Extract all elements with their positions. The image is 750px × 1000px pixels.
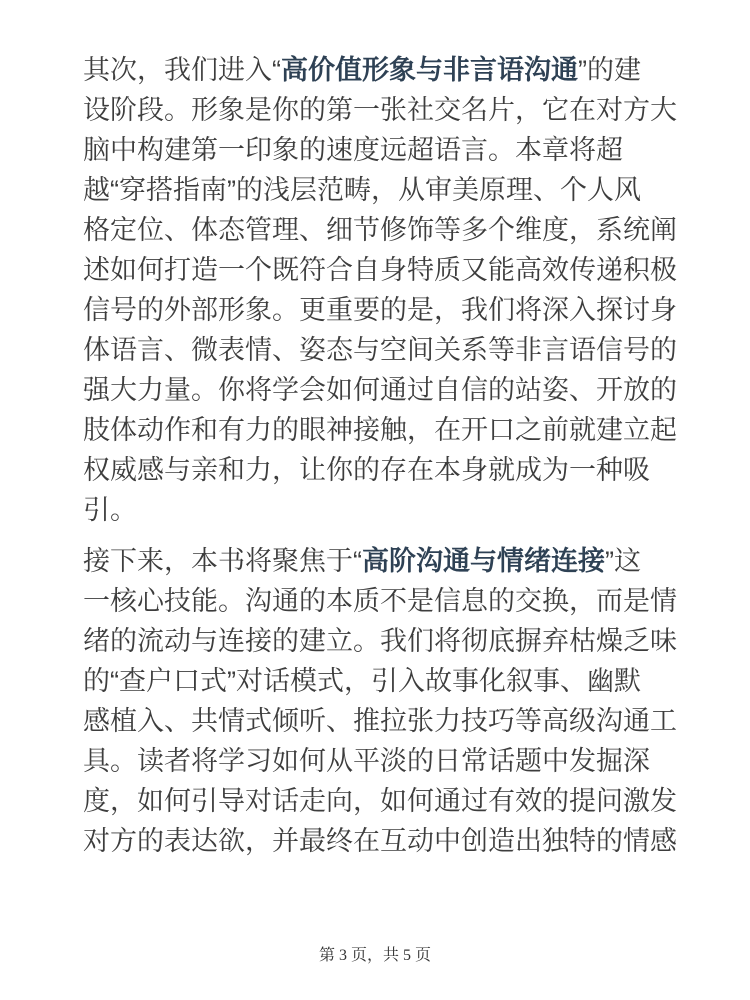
text-line [83, 330, 683, 370]
paragraph [83, 541, 683, 861]
text-line [83, 490, 683, 530]
text-run: 脑中构建第一印象的速度远超语言。本章将超 [83, 135, 623, 165]
text-run: 对方的表达欲，并最终在互动中创造出独特的情感 [83, 826, 677, 856]
text-run: 具。读者将学习如何从平淡的日常话题中发掘深 [83, 746, 650, 776]
text-line [83, 581, 683, 621]
text-line [83, 170, 683, 210]
page-footer [0, 946, 750, 966]
text-run: 肢体动作和有力的眼神接触，在开口之前就建立起 [83, 415, 677, 445]
text-line [83, 541, 683, 581]
text-line [83, 701, 683, 741]
text-line [83, 661, 683, 701]
text-line [83, 210, 683, 250]
document-body [83, 50, 683, 872]
paragraph [83, 50, 683, 530]
text-run: 越“穿搭指南”的浅层范畴，从审美原理、个人风 [83, 175, 641, 205]
text-run: 感植入、共情式倾听、推拉张力技巧等高级沟通工 [83, 706, 677, 736]
emphasis-text: 高阶沟通与情绪连接 [362, 546, 605, 576]
text-run: 其次，我们进入“ [83, 55, 281, 85]
text-run: ”的建 [578, 55, 641, 85]
page-indicator: 第 3 页，共 5 页 [318, 947, 431, 964]
text-line [83, 290, 683, 330]
emphasis-text: 高价值形象与非言语沟通 [281, 55, 578, 85]
text-run: 一核心技能。沟通的本质不是信息的交换，而是情 [83, 586, 677, 616]
text-run: 体语言、微表情、姿态与空间关系等非言语信号的 [83, 335, 677, 365]
text-line [83, 250, 683, 290]
text-run: 度，如何引导对话走向，如何通过有效的提问激发 [83, 786, 677, 816]
text-run: 设阶段。形象是你的第一张社交名片，它在对方大 [83, 95, 677, 125]
text-line [83, 130, 683, 170]
text-run: 的“查户口式”对话模式，引入故事化叙事、幽默 [83, 666, 641, 696]
text-line [83, 621, 683, 661]
text-line [83, 821, 683, 861]
text-line [83, 741, 683, 781]
text-run: 绪的流动与连接的建立。我们将彻底摒弃枯燥乏味 [83, 626, 677, 656]
text-run: 强大力量。你将学会如何通过自信的站姿、开放的 [83, 375, 677, 405]
text-run: 权威感与亲和力，让你的存在本身就成为一种吸 [83, 455, 650, 485]
text-line [83, 90, 683, 130]
text-line [83, 781, 683, 821]
text-line [83, 50, 683, 90]
text-line [83, 450, 683, 490]
text-run: 接下来，本书将聚焦于“ [83, 546, 362, 576]
text-run: 引。 [83, 495, 137, 525]
text-line [83, 370, 683, 410]
text-run: ”这 [605, 546, 641, 576]
text-line [83, 410, 683, 450]
text-run: 述如何打造一个既符合自身特质又能高效传递积极 [83, 255, 677, 285]
text-run: 格定位、体态管理、细节修饰等多个维度，系统阐 [83, 215, 677, 245]
text-run: 信号的外部形象。更重要的是，我们将深入探讨身 [83, 295, 677, 325]
